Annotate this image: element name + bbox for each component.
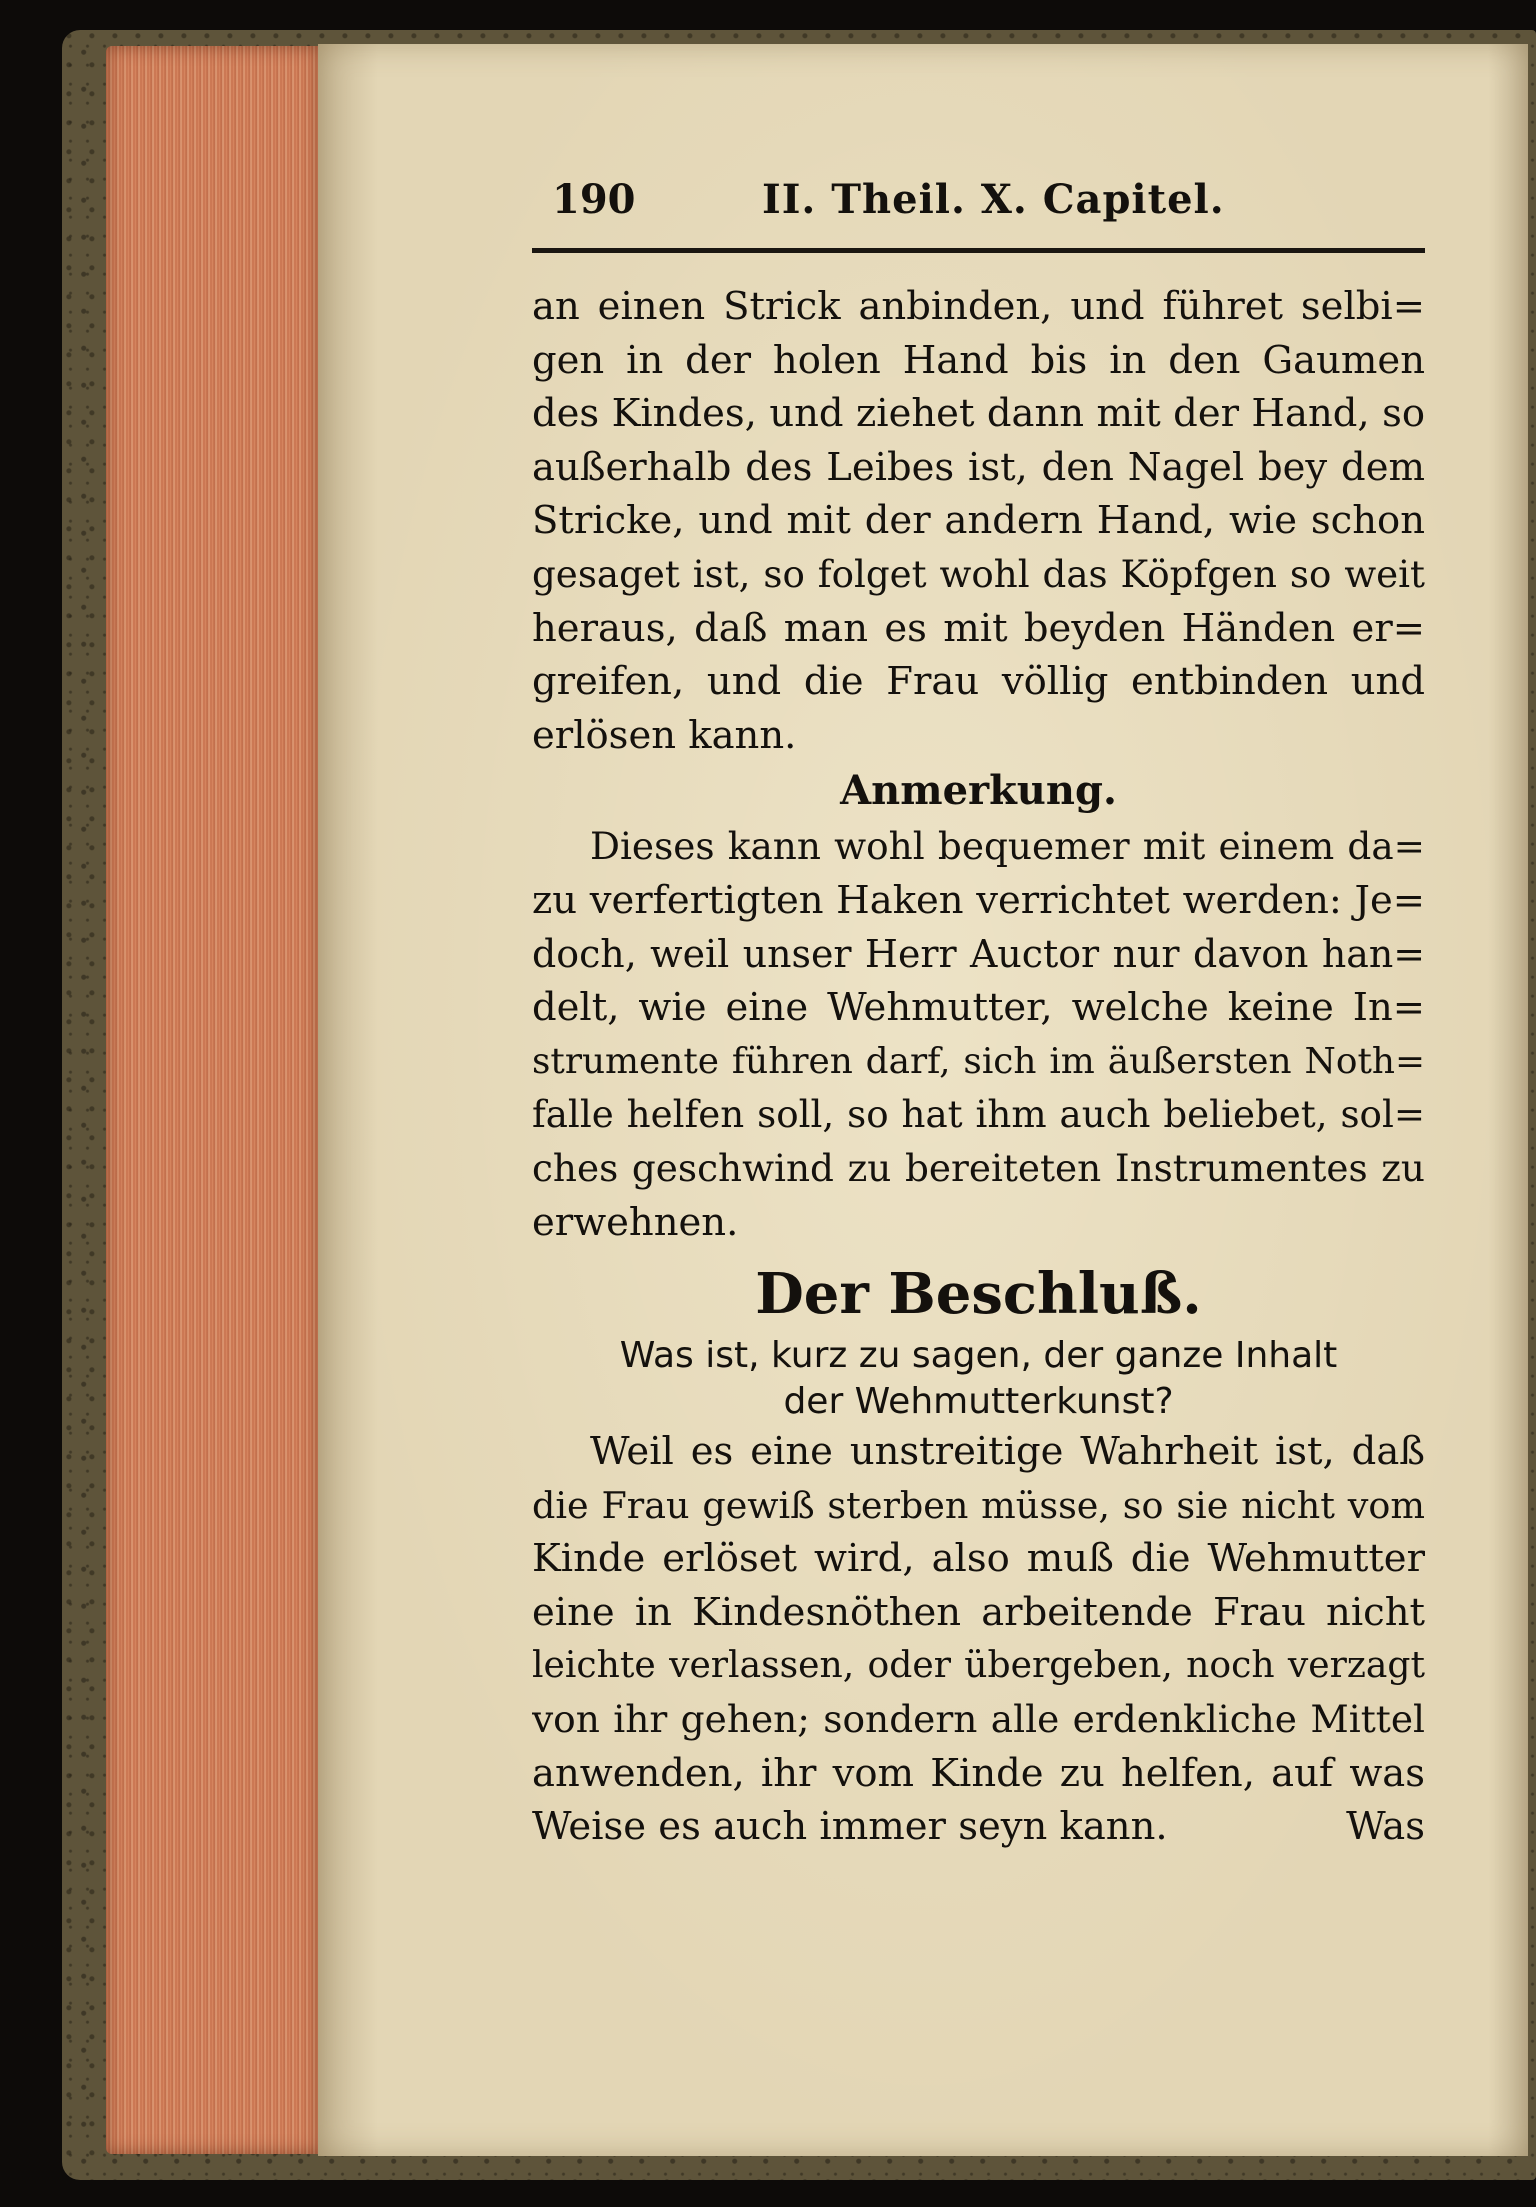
text-line: des Kindes, und ziehet dann mit der Hand, so	[532, 391, 1425, 437]
text-line: delt, wie eine Wehmutter, welche keine In=	[532, 985, 1425, 1031]
text-line: heraus, daß man es mit beyden Händen er=	[532, 605, 1425, 651]
page-edges	[106, 46, 320, 2154]
beschluss-heading: Der Beschluß.	[755, 1261, 1202, 1328]
running-title: II. Theil. X. Capitel.	[762, 176, 1225, 223]
text-line: Stricke, und mit der andern Hand, wie schon	[532, 498, 1425, 544]
text-line: erlösen kann.	[532, 712, 797, 758]
anmerkung-heading: Anmerkung.	[840, 767, 1117, 815]
text-line: ches geschwind zu bereiteten Instrumentes zu	[532, 1145, 1425, 1190]
text-line: erwehnen.	[532, 1199, 739, 1245]
header-rule	[532, 248, 1425, 253]
text-line: außerhalb des Leibes ist, den Nagel bey dem	[532, 444, 1425, 490]
text-line: Weise es auch immer seyn kann.	[532, 1804, 1168, 1850]
text-line: falle helfen soll, so hat ihm auch beliebet, sol=	[532, 1092, 1425, 1137]
text-line: gesaget ist, so folget wohl das Köpfgen so weit	[532, 551, 1425, 596]
text-line: Kinde erlöset wird, also muß die Wehmutter	[532, 1536, 1425, 1582]
question-line: Was ist, kurz zu sagen, der ganze Inhalt	[619, 1335, 1338, 1377]
text-line: zu verfertigten Haken verrichtet werden: Je=	[532, 877, 1425, 923]
text-line: die Frau gewiß sterben müsse, so sie nicht vom	[532, 1483, 1425, 1527]
page-number: 190	[552, 176, 636, 223]
text-line: von ihr gehen; sondern alle erdenkliche Mittel	[532, 1697, 1425, 1742]
page-text	[532, 172, 1425, 1850]
text-line: gen in der holen Hand bis in den Gaumen	[532, 337, 1425, 383]
last-line-with-catchword	[532, 1800, 1425, 1854]
text-line: Weil es eine unstreitige Wahrheit ist, daß	[590, 1429, 1425, 1475]
text-line: anwenden, ihr vom Kinde zu helfen, auf was	[532, 1750, 1425, 1796]
text-line: strumente führen darf, sich im äußersten Noth=	[532, 1040, 1425, 1082]
question-line: der Wehmutterkunst?	[783, 1381, 1174, 1423]
body-text	[532, 280, 1425, 1854]
page-header	[532, 172, 1425, 232]
catchword: Was	[1346, 1804, 1425, 1850]
text-line: an einen Strick anbinden, und führet selbi=	[532, 284, 1425, 329]
text-line: eine in Kindesnöthen arbeitende Frau nicht	[532, 1589, 1425, 1635]
text-line: Dieses kann wohl bequemer mit einem da=	[590, 824, 1425, 869]
text-line: leichte verlassen, oder übergeben, noch verzagt	[532, 1644, 1425, 1687]
text-line: greifen, und die Frau völlig entbinden und	[532, 659, 1425, 705]
text-line: doch, weil unser Herr Auctor nur davon han=	[532, 931, 1425, 976]
